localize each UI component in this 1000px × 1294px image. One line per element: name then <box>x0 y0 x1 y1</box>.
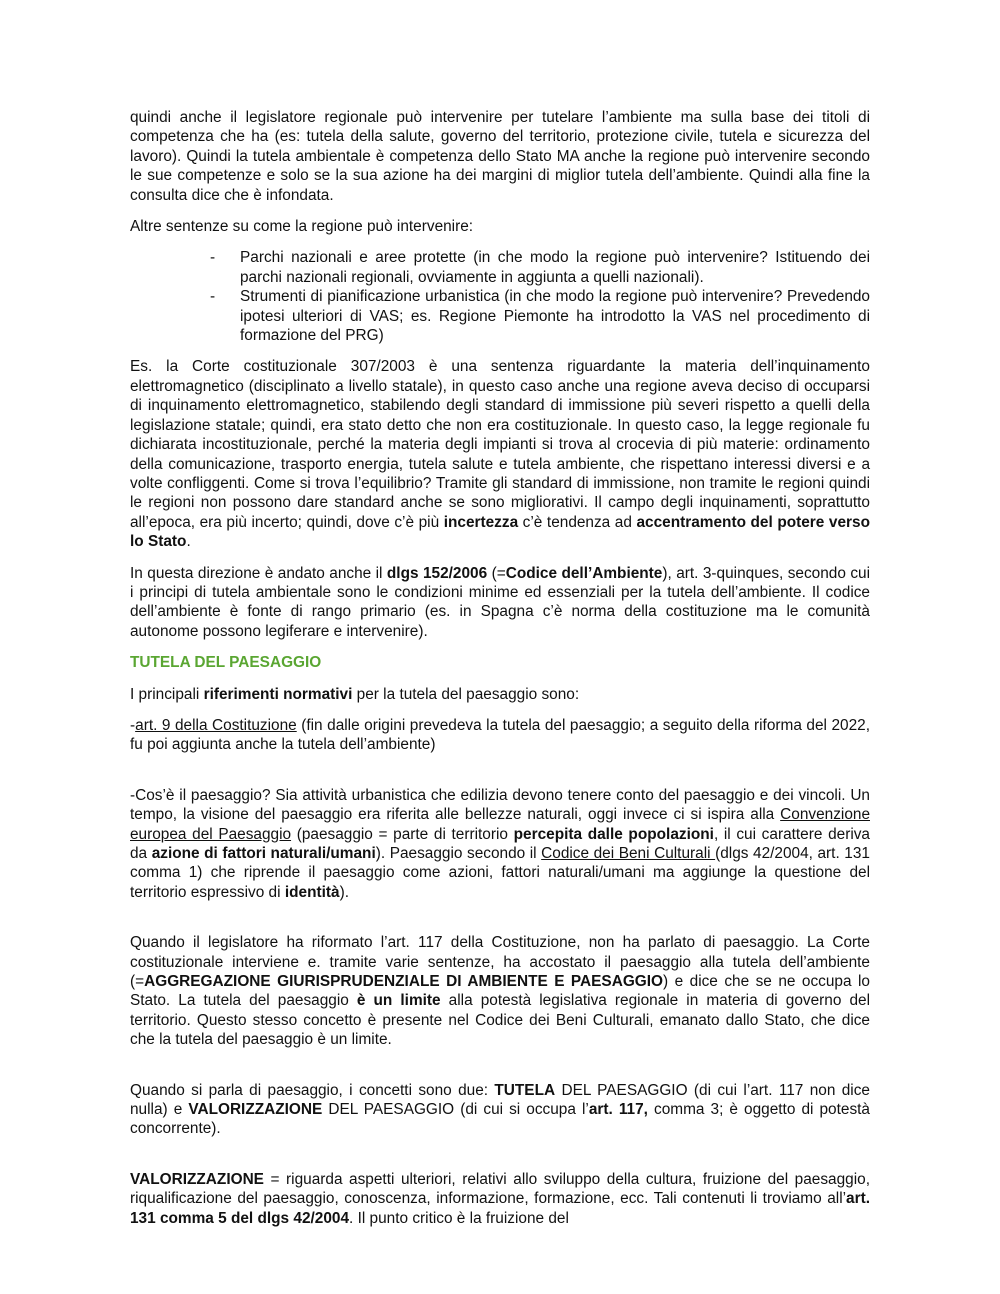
text-run: ), art. 3-quinques, secondo cui i principi di tutela ambientale sono le condizioni minime ed essenziali per la tutela dell’ambiente. Il codice dell’ambiente è fonte di rango primario (es. in Spagna c’è norma della costituzione ma le comunità autonome possono legiferare e intervenire). <box>130 564 871 640</box>
bold-run: azione di fattori naturali/umani <box>151 845 376 862</box>
bold-run: incertezza <box>443 513 519 531</box>
underlined-run: Convenzione europea del Paesaggio <box>130 806 870 843</box>
text-run: alla potestà legislativa regionale in materia di governo del territorio. Questo stesso concetto è presente nel Codice dei Beni Culturali, emanato dallo Stato, che dice che la tutela del paesaggio è un limite. <box>130 992 871 1049</box>
list-item <box>130 287 870 345</box>
text-run: I principali <box>130 685 204 703</box>
text-run: (paesaggio = parte di territorio <box>291 825 514 843</box>
text-run: = riguarda aspetti ulteriori, relativi allo sviluppo della cultura, fruizione del paesaggio, riqualificazione del paesaggio, conoscenza, informazione, formazione, ecc. Tali contenuti li troviamo all’ <box>130 1170 870 1208</box>
text-run: per la tutela del paesaggio sono: <box>352 685 580 703</box>
bold-run: identità <box>284 883 340 901</box>
list-item <box>130 248 870 287</box>
text-run: . <box>186 533 191 551</box>
paragraph-art-117-reform <box>130 933 870 1049</box>
text-run: ). Paesaggio secondo il <box>375 845 542 862</box>
paragraph-two-concepts <box>130 1081 870 1139</box>
text-run: . Il punto critico è la fruizione del <box>349 1209 569 1227</box>
paragraph-art-9 <box>130 716 870 755</box>
paragraph-normative-references <box>130 685 870 704</box>
text-run: Es. la Corte costituzionale 307/2003 è una sentenza riguardante la materia dell’inquinamento elettromagnetico (disciplinato a livello statale), in questo caso anche una regione aveva deciso di occuparsi di inquinamento elettromagnetico, stabilendo degli standard di immissione più severi rispetto a quelli della legislazione statale; quindi, era stato detto che non era costituzionale. In questo caso, la legge regionale fu dichiarata incostituzionale, perché la materia degli impianti si trova al crocevia di più materie: ordinamento della comunicazione, trasporto energia, tutela salute e tutela ambiente, che rispettano interessi diversi e a volte confliggenti. Come si trova l’equilibrio? Tramite gli standard di immissione, non tramite le regioni quindi le regioni non possono dare standard anche se sono migliorativi. Il campo degli inquinamenti, soprattutto all’epoca, era più incerto; quindi, dove c’è più <box>130 358 870 531</box>
text-run: In questa direzione è andato anche il <box>130 564 387 582</box>
text-run: ). <box>339 883 349 901</box>
list-dash: - <box>210 249 216 267</box>
bold-run: Codice dell’Ambiente <box>505 564 663 582</box>
text-run: comma 3; è oggetto di potestà concorrente). <box>130 1101 870 1138</box>
bold-run: accentramento del potere verso lo Stato <box>130 513 870 551</box>
bold-run: riferimenti normativi <box>203 685 353 703</box>
section-heading: TUTELA DEL PAESAGGIO <box>130 654 322 672</box>
text-run: (= <box>487 564 506 582</box>
bold-run: TUTELA <box>494 1081 556 1099</box>
text-run: (dlgs 42/2004, art. 131 comma 1) che riprende il paesaggio come azioni, fattori naturali/umani ma aggiunge la questione del territorio espressivo di <box>130 845 870 901</box>
text-run: - <box>130 716 136 734</box>
text-run: c’è tendenza ad <box>518 513 637 531</box>
paragraph-dlgs-152-2006 <box>130 564 870 642</box>
paragraph-what-is-landscape <box>130 786 870 902</box>
rulings-list <box>130 248 870 345</box>
paragraph-regional-competence: quindi anche il legislatore regionale può intervenire per tutelare l’ambiente ma sulla base dei titoli di competenza che ha (es: tutela della salute, governo del territorio, protezione civile, tutela e sicurezza del lavoro). Quindi la tutela ambientale è competenza dello Stato MA anche la regione può intervenire secondo le sue competenze e solo se la sua azione ha dei margini di miglior tutela dell’ambiente. Quindi alla fine la consulta dice che è infondata. <box>130 109 870 204</box>
text-run: , il cui carattere deriva da <box>130 825 870 862</box>
text-run: -Cos’è il paesaggio? Sia attività urbanistica che edilizia devono tenere conto del paesaggio e dei vincoli. Un tempo, la visione del paesaggio era riferita alle bellezze naturali, oggi invece ci si ispira alla <box>130 786 870 824</box>
bold-run: art. 131 comma 5 del dlgs 42/2004 <box>130 1190 870 1227</box>
text-run: DEL PAESAGGIO (di cui l’art. 117 non dice nulla) e <box>130 1081 870 1119</box>
text-run: Quando si parla di paesaggio, i concetti sono due: <box>130 1081 495 1099</box>
bold-run: VALORIZZAZIONE <box>130 1170 264 1188</box>
paragraph-corte-307-2003 <box>130 357 870 551</box>
list-dash: - <box>210 288 216 306</box>
bold-run: art. 117, <box>588 1101 648 1119</box>
bold-run: dlgs 152/2006 <box>386 564 488 582</box>
text-run: (fin dalle origini prevedeva la tutela del paesaggio; a seguito della riforma del 2022, fu poi aggiunta anche la tutela dell’ambiente) <box>130 716 870 754</box>
text-run: DEL PAESAGGIO (di cui si occupa l’ <box>322 1101 589 1119</box>
list-item-text: Parchi nazionali e aree protette (in che modo la regione può intervenire? Istituendo dei parchi nazionali regionali, ovviamente in aggiunta a quelli nazionali). <box>240 249 870 286</box>
list-item-text: Strumenti di pianificazione urbanistica (in che modo la regione può intervenire? Prevedendo ipotesi ulteriori di VAS; es. Regione Piemonte ha introdotto la VAS nel procedimento di formazione del PRG) <box>240 288 870 345</box>
bold-run: VALORIZZAZIONE <box>188 1101 323 1119</box>
underlined-run: Codice dei Beni Culturali <box>541 845 716 862</box>
bold-run: è un limite <box>356 992 441 1010</box>
text-run: Quando il legislatore ha riformato l’art. 117 della Costituzione, non ha parlato di paesaggio. La Corte costituzionale interviene e. tramite varie sentenze, ha accostato il paesaggio alla tutela dell’ambiente (= <box>130 934 870 991</box>
bold-run: AGGREGAZIONE GIURISPRUDENZIALE DI AMBIENTE E PAESAGGIO <box>144 973 664 991</box>
bold-run: percepita dalle popolazioni <box>513 825 714 843</box>
underlined-run: art. 9 della Costituzione <box>135 716 297 734</box>
paragraph-valorizzazione <box>130 1170 870 1228</box>
text-run: ) e dice che se ne occupa lo Stato. La tutela del paesaggio <box>130 973 870 1010</box>
document-page <box>130 108 870 1240</box>
paragraph-other-rulings-intro: Altre sentenze su come la regione può intervenire: <box>130 218 474 236</box>
